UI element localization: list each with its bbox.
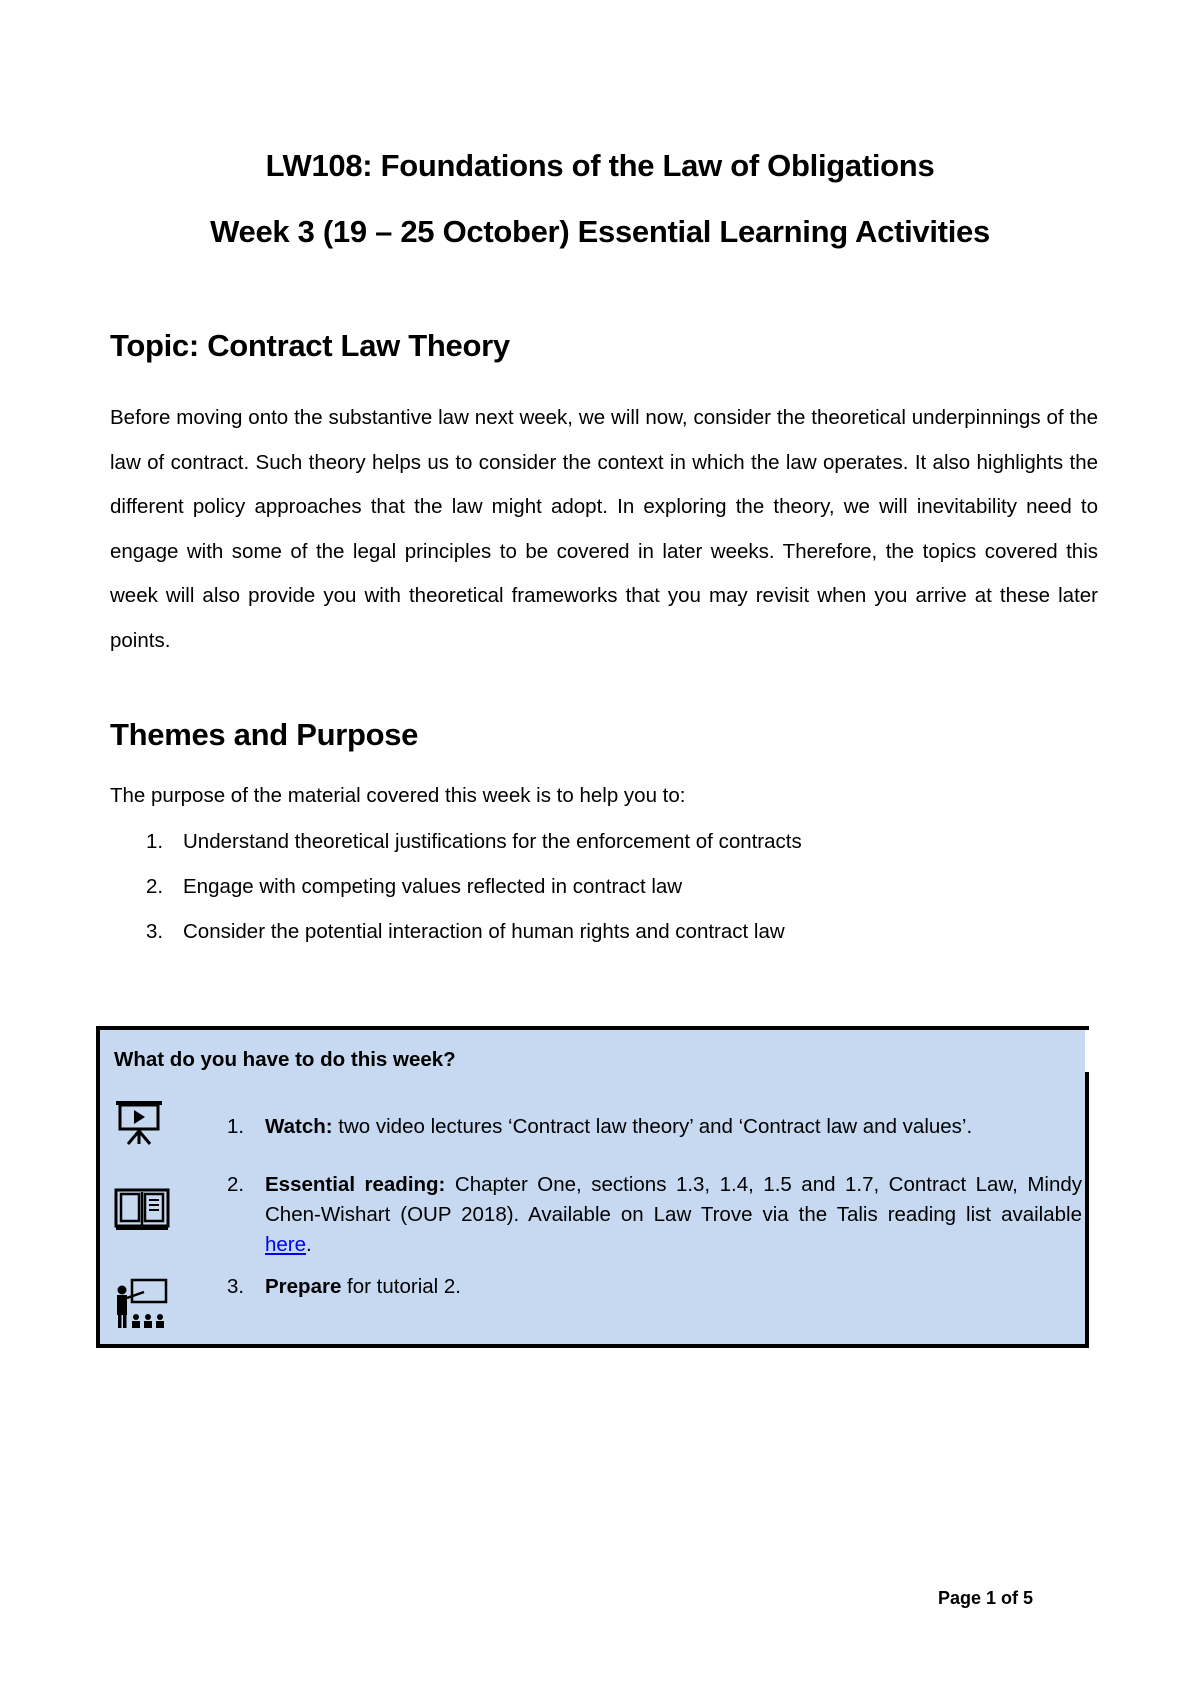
list-item — [110, 873, 802, 918]
task-label: Watch: — [265, 1115, 333, 1138]
list-text: Consider the potential interaction of human rights and contract law — [183, 920, 785, 943]
presentation-icon — [114, 1100, 166, 1151]
task-text: Chapter One, sections 1.3, 1.4, 1.5 and 1.7, Contract Law, Mindy Chen-Wishart (OUP 2018). Available on Law Trove via the Talis reading list available — [265, 1173, 1082, 1226]
activities-box — [96, 1026, 1089, 1348]
book-icon — [114, 1186, 170, 1237]
activities-heading: What do you have to do this week? — [114, 1048, 456, 1071]
task-number: 1. — [227, 1115, 245, 1138]
task-label: Prepare — [265, 1275, 342, 1298]
activities-list — [227, 1112, 1082, 1302]
page-number: Page 1 of 5 — [938, 1588, 1034, 1608]
topic-paragraph: Before moving onto the substantive law next week, we will now, consider the theoretical underpinnings of the law of contract. Such theory helps us to consider the context in which the law operates. It also highlights the different policy approaches that the law might adopt. In exploring the theory, we will inevitability need to engage with some of the legal principles to be covered in later weeks. Therefore, the topics covered this week will also provide you with theoretical frameworks that you may revisit when you arrive at these later points. — [110, 406, 1098, 652]
list-text: Engage with competing values reflected in contract law — [183, 875, 683, 898]
task-text: for tutorial 2. — [341, 1275, 461, 1298]
list-item — [110, 918, 802, 963]
task-label: Essential reading: — [265, 1173, 446, 1196]
task-text: two video lectures ‘Contract law theory’ and ‘Contract law and values’. — [332, 1115, 973, 1138]
here-link[interactable]: here — [265, 1233, 307, 1256]
task-number: 3. — [227, 1275, 245, 1298]
list-number: 2. — [146, 875, 164, 898]
week-title: Week 3 (19 – 25 October) Essential Learning Activities — [210, 214, 990, 249]
task-prepare — [227, 1272, 1082, 1302]
list-number: 1. — [146, 830, 164, 853]
task-essential-reading — [227, 1170, 1082, 1260]
purpose-intro: The purpose of the material covered this week is to help you to: — [110, 784, 686, 807]
task-text-end: . — [306, 1233, 312, 1256]
topic-heading: Topic: Contract Law Theory — [110, 328, 510, 363]
task-number: 2. — [227, 1173, 245, 1196]
themes-heading: Themes and Purpose — [110, 717, 419, 752]
list-item — [110, 828, 802, 873]
list-text: Understand theoretical justifications for the enforcement of contracts — [183, 830, 802, 853]
teacher-class-icon — [114, 1278, 170, 1335]
list-number: 3. — [146, 920, 164, 943]
course-title: LW108: Foundations of the Law of Obligations — [265, 148, 935, 183]
purpose-list — [110, 828, 802, 963]
box-border-notch — [1085, 1030, 1093, 1072]
task-watch — [227, 1112, 1082, 1142]
